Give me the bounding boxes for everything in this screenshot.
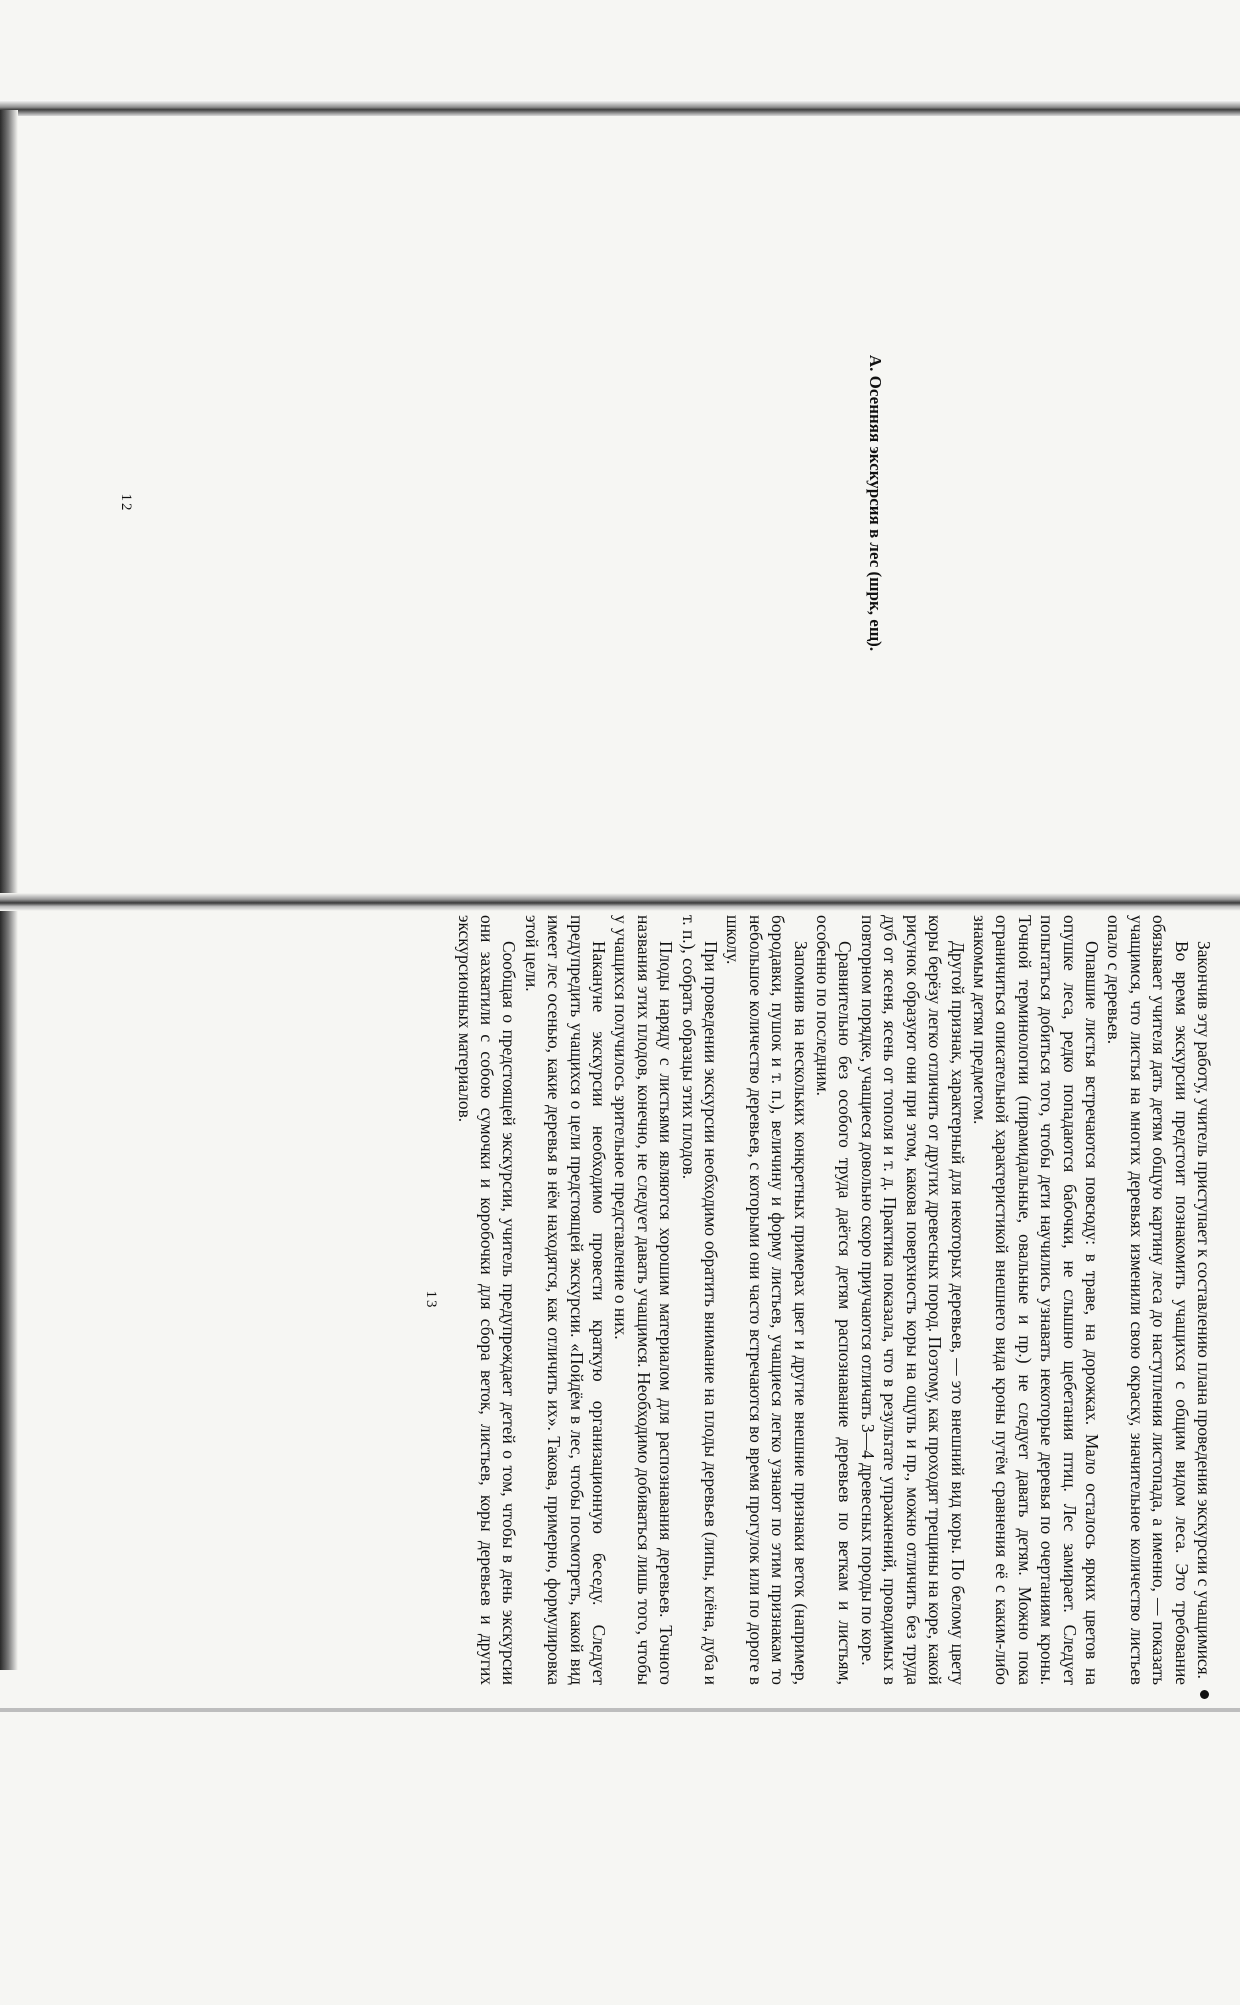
paragraph: Сообщая о предстоящей экскурсии, учитель предупреждает детей о том, чтобы в день экскурсии они захватили с собою сумочки и коробочки для сбора веток, листьев, коры деревьев и других экскурсионных материалов. [454, 915, 520, 1685]
paragraph: Плоды наряду с листьями являются хорошим материалом для распознавания деревьев. Точного названия этих плодов, конечно, не следует давать учащимся. Необходимо добиваться лишь того, чтобы у учащихся получилось зрительное представление о них. [611, 915, 677, 1685]
page-number-12: 12 [118, 493, 134, 513]
paragraph: Другой признак, характерный для некоторых деревьев, — это внешний вид коры. По белому цвету коры берёзу легко отличить от других древесных пород. Поэтому, как проходят трещины на коре, какой рисунок образуют они при этом, какова поверхность коры на ощупь и пр., можно отличить без труда дуб от ясеня, ясень от тополя и т. д. Практика показала, что в результате упражнений, проводимых в повторном порядке, учащиеся довольно скоро приучаются отличать 3—4 древесных породы по коре. [857, 915, 968, 1685]
page-12-text-block [118, 118, 1225, 888]
paragraph: Накануне экскурсии необходимо провести краткую организационную беседу. Следует предупредить учащихся о цели предстоящей экскурсии. «Пойдём в лес, чтобы посмотреть, какой вид имеет лес осенью, какие деревья в нём находятся, как отличить их». Такова, примерно, формулировка этой цели. [521, 915, 610, 1685]
book-gutter [0, 893, 1240, 911]
scan-edge-top [0, 100, 1240, 116]
paragraph: Опавшие листья встречаются повсюду: в траве, на дорожках. Мало осталось ярких цветов на опушке леса, редко попадаются бабочки, не слышно щебетания птиц. Лес замирает. Следует попытаться добиться того, чтобы дети научились узнавать некоторые деревья по очертаниям кроны. Точной терминологии (пирамидальные, овальные и пр.) не следует давать детям. Можно пока ограничиться описательной характеристикой внешнего вида кроны путём сравнения её с каким-либо знакомым детям предметом. [969, 915, 1102, 1685]
paragraph: При проведении экскурсии необходимо обратить внимание на плоды деревьев (липы, клёна, дуба и т. п.), собрать образцы этих плодов. [678, 915, 722, 1685]
page-13 [125, 915, 1214, 2005]
page-12 [118, 118, 1225, 888]
scan-edge-left [0, 110, 18, 1670]
section-heading: А. Осенняя экскурсия в лес (шрк, ещ). [866, 354, 885, 652]
page-number-13: 13 [423, 1290, 440, 1310]
paragraph: Во время экскурсии предстоит познакомить учащихся с общим видом леса. Это требование обязывает учителя дать детям общую картину леса до наступления листопада, а именно, — показать учащимся, что листья на многих деревьях изменили свою окраску, значительное количество листьев опало с деревьев. [1104, 915, 1192, 1685]
page-13-text-block [125, 915, 1215, 1685]
paragraph: Запомнив на нескольких конкретных примерах цвет и другие внешние признаки веток (например, бородавки, пушок и т. п.), величину и форму листьев, учащиеся легко узнают по этим признакам то небольшое количество деревьев, с которыми они часто встречаются во время прогулок или по дороге в школу. [723, 915, 811, 1685]
bullet-dot [1200, 1690, 1209, 1699]
paragraph: Сравнительно без особого труда даётся детям распознавание деревьев по веткам и листьям, особенно по последним. [813, 915, 856, 1685]
paragraph: Закончив эту работу, учитель приступает к составлению плана проведения экскурсии с учащимися. [1194, 941, 1214, 1679]
